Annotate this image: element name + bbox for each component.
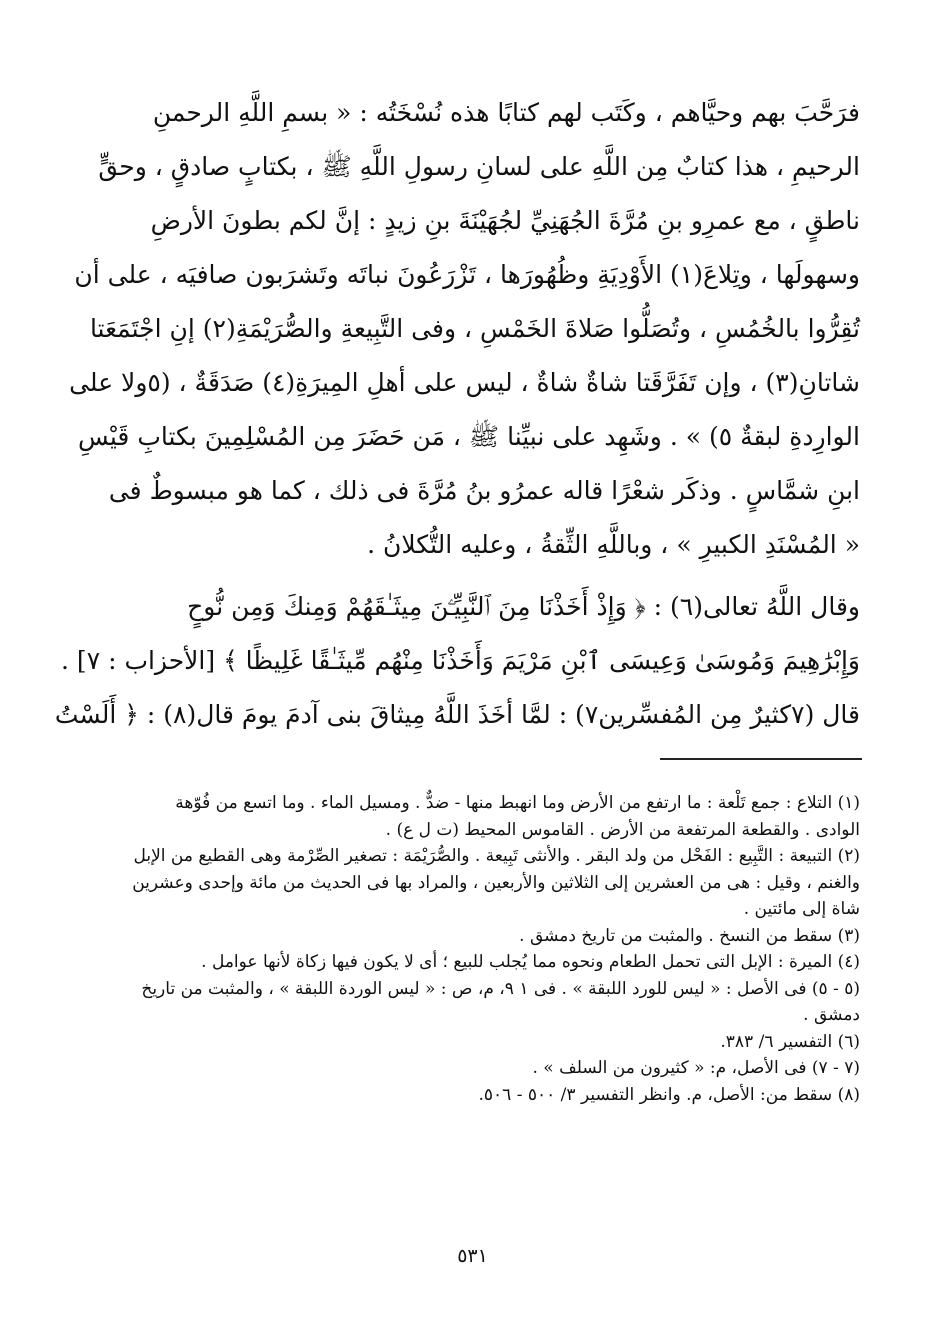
footnote-line: والغنم ، وقيل : هى من العشرين إلى الثلاثين والأربعين ، والمراد بها فى الحديث من مائة وإحدى وعشرين	[132, 872, 860, 893]
quran-quote-line: وَإِبْرَٰهِيمَ وَمُوسَىٰ وَعِيسَى ٱبْنِ مَرْيَمَ وَأَخَذْنَا مِنْهُم مِّيثَـٰقًا غَلِيظًا ﴾ [الأحزاب : ٧] .	[61, 646, 860, 675]
footnote-line: (٢) التبيعة : التَّبِيع : الفَحْل من ولد البقر . والأنثى تَبِيعة . والصُّرَيْمَة : تصغير الصِّرْمة وهى القطيع من الإبل	[133, 846, 860, 866]
footnote-divider	[660, 758, 862, 760]
main-text-line: وسهولَها ، وتِلاعَ(١) الأَوْدِيَةِ وظُهُورَها ، تَزْرَعُونَ نباتَه وتَشرَبون صافيَه ، على أن	[74, 260, 860, 289]
main-text-line: « المُسْنَدِ الكبيرِ » ، وباللَّهِ الثِّقةُ ، وعليه التُّكلانُ .	[367, 530, 860, 559]
footnotes-block	[132, 790, 860, 1108]
footnote-line: (١) التلاع : جمع تَلْعة : ما ارتفع من الأرض وما انهبط منها - ضدٌّ . ومسيل الماء . وما اتسع من فُوّهة	[175, 793, 860, 813]
quran-quote-line: وقال اللَّهُ تعالى(٦) : ﴿ وَإِذْ أَخَذْنَا مِنَ ٱلنَّبِيِّـۧنَ مِيثَـٰقَهُمْ وَمِنكَ وَمِن نُّوحٍ	[187, 592, 860, 621]
main-text-line: ابنِ شمَّاسٍ . وذكَر شعْرًا قاله عمرُو بنُ مُرَّةَ فى ذلك ، كما هو مبسوطٌ فى	[108, 476, 860, 505]
main-text-line: قال (٧كثيرٌ مِن المُفسِّرين٧) : لمَّا أخَذَ اللَّهُ مِيثاقَ بنى آدمَ يومَ قال(٨) : ﴿ أَلَسْتُ	[54, 700, 860, 729]
main-text-line: الرحيمِ ، هذا كتابٌ مِن اللَّهِ على لسانِ رسولِ اللَّهِ ﷺ ، بكتابٍ صادقٍ ، وحقٍّ	[98, 152, 860, 181]
main-text-line: شاتانِ(٣) ، وإن تَفَرَّقَتا شاةٌ شاةٌ ، ليس على أهلِ المِيرَةِ(٤) صَدَقَةٌ ، (٥ولا على	[69, 368, 860, 397]
footnote-line: (٦) التفسير ٦/ ٣٨٣.	[720, 1031, 860, 1052]
footnote-line: (٣) سقط من النسخ . والمثبت من تاريخ دمشق .	[519, 925, 860, 946]
main-text-line: الوارِدةِ لبقةٌ ٥) » . وشَهِد على نبيِّنا ﷺ ، مَن حَضَرَ مِن المُسْلِمِينَ بكتابِ قَيْسِ	[78, 422, 860, 451]
footnote-line: الوادى . والقطعة المرتفعة من الأرض . القاموس المحيط (ت ل ع) .	[385, 819, 860, 840]
footnote-line: (٨) سقط من: الأصل، م. وانظر التفسير ٣/ ٥٠٠ - ٥٠٦.	[478, 1084, 860, 1105]
main-text-block	[54, 86, 860, 742]
page-number: ٥٣١	[457, 1245, 488, 1267]
footnote-line: (٤) الميرة : الإبل التى تحمل الطعام ونحوه مما يُجلب للبيع ؛ أى لا يكون فيها زكاة لأنها عوامل .	[201, 952, 860, 972]
footnote-line: (٥ - ٥) فى الأصل : « ليس للورد اللبقة » . فى ١ ٩، م، ص : « ليس الوردة اللبقة » ، والمثبت من تاريخ	[141, 978, 860, 999]
footnote-line: (٧ - ٧) فى الأصل، م: « كثيرون من السلف » .	[532, 1058, 860, 1078]
main-text-line: تُقِرُّوا بالخُمُسِ ، وتُصَلُّوا صَلاةَ الخَمْسِ ، وفى التَّبِيعةِ والصُّرَيْمَةِ(٢) إنِ اجْتَمَعَتا	[89, 314, 860, 343]
footnote-line: دمشق .	[803, 1005, 860, 1025]
footnote-line: شاة إلى مائتين .	[743, 899, 860, 919]
main-text-line: فرَحَّبَ بهم وحيَّاهم ، وكَتَب لهم كتابًا هذه نُسْخَتُه : « بسمِ اللَّهِ الرحمنِ	[152, 98, 860, 127]
main-text-line: ناطقٍ ، مع عمرِو بنِ مُرَّةَ الجُهَنِيِّ لجُهَيْنَةَ بنِ زيدٍ : إنَّ لكم بطونَ الأرضِ	[150, 206, 860, 235]
